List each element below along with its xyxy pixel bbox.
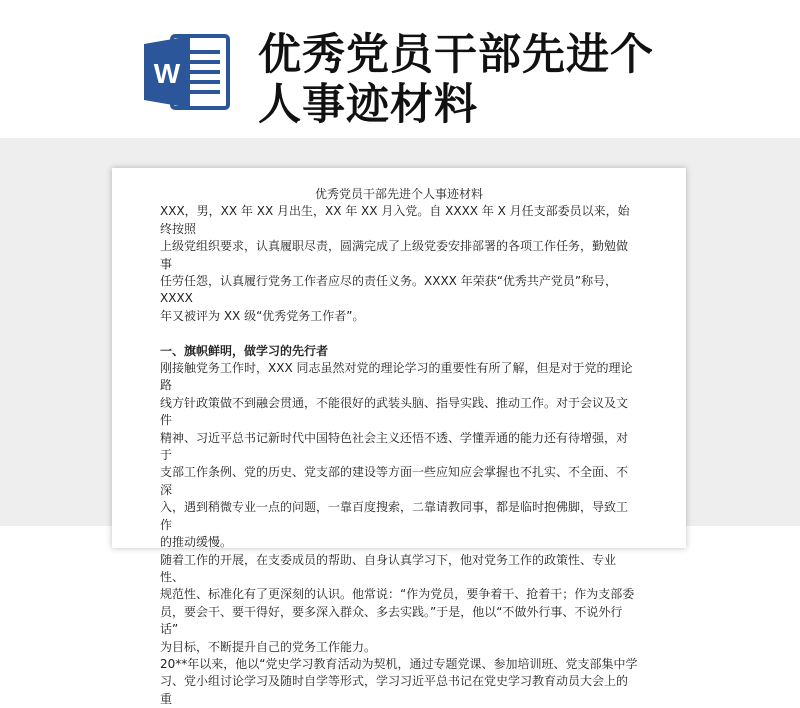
page-title-line-1: 优秀党员干部先进个 bbox=[258, 30, 654, 80]
word-document-icon bbox=[140, 32, 232, 112]
paragraph-gap bbox=[160, 325, 638, 342]
section1-p1-line-2: 线方针政策做不到融会贯通，不能很好的武装头脑、指导实践、推动工作。对于会议及文件 bbox=[160, 395, 629, 428]
word-icon-letter: W bbox=[153, 58, 181, 89]
section1-p1-line-4: 支部工作条例、党的历史、党支部的建设等方面一些应知应会掌握也不扎实、不全面、不深 bbox=[160, 465, 629, 497]
section1-p1-line-3: 精神、习近平总书记新时代中国特色社会主义还悟不透、学懂弄通的能力还有待增强，对于 bbox=[160, 430, 629, 463]
preview-header bbox=[0, 0, 800, 138]
page-title-line-2: 人事迹材料 bbox=[258, 80, 478, 130]
intro-line-1: XXX，男，XX 年 XX 月出生，XX 年 XX 月入党。自 XXXX 年 X 月任支部委员以来，始终按照 bbox=[160, 204, 630, 236]
section1-p3-line-1: 20**年以来，他以“党史学习教育活动为契机，通过专题党课、参加培训班、党支部集中学 bbox=[160, 656, 638, 671]
document-page bbox=[112, 168, 686, 706]
page-title bbox=[258, 30, 778, 130]
document-body bbox=[160, 186, 638, 708]
document-title: 优秀党员干部先进个人事迹材料 bbox=[314, 187, 483, 201]
section1-p2-line-3: 员，要会干、要干得好，要多深入群众、多去实践。”于是，他以“不做外行事、不说外行话” bbox=[160, 604, 623, 637]
section1-p2-line-1: 随着工作的开展，在支委成员的帮助、自身认真学习下，他对党务工作的政策性、专业性、 bbox=[160, 552, 617, 584]
intro-line-2: 上级党组织要求，认真履职尽责，圆满完成了上级党委安排部署的各项工作任务，勤勉做事 bbox=[160, 239, 629, 271]
section1-p3-line-2: 习、党小组讨论学习及随时自学等形式，学习习近平总书记在党史学习教育动员大会上的重 bbox=[160, 674, 629, 706]
section1-p2-line-4: 为目标，不断提升自己的党务工作能力。 bbox=[160, 639, 377, 654]
intro-line-3: 任劳任怨，认真履行党务工作者应尽的责任义务。XXXX 年荣获“优秀共产党员”称号，XXXX bbox=[160, 274, 618, 306]
section1-p1-line-1: 刚接触党务工作时，XXX 同志虽然对党的理论学习的重要性有所了解，但是对于党的理论路 bbox=[160, 361, 633, 393]
section-heading: 一、旗帜鲜明，做学习的先行者 bbox=[160, 343, 329, 358]
section1-p1-line-6: 的推动缓慢。 bbox=[160, 535, 233, 550]
section1-p1-line-5: 入，遇到稍微专业一点的问题，一靠百度搜索，二靠请教同事，都是临时抱佛脚，导致工作 bbox=[160, 500, 629, 532]
section1-p2-line-2: 规范性、标准化有了更深刻的认识。他常说：“作为党员，要争着干、抢着干；作为支部委 bbox=[160, 587, 635, 602]
intro-line-4: 年又被评为 XX 级“优秀党务工作者”。 bbox=[160, 308, 365, 323]
